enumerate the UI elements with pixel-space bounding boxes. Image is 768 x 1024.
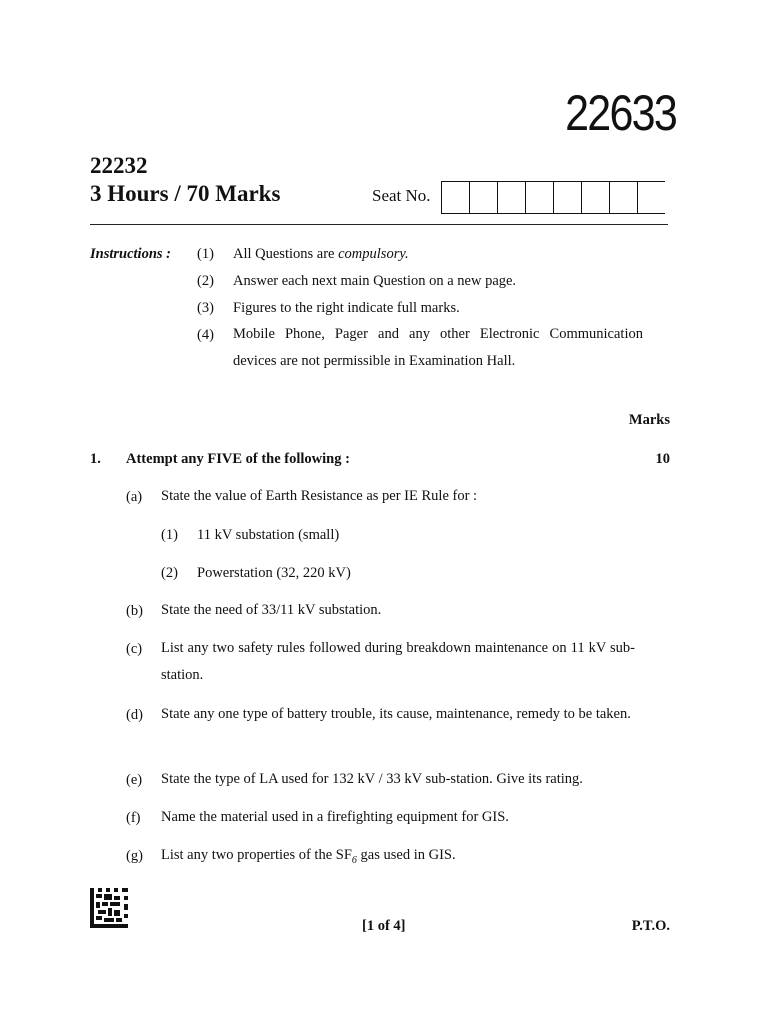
question-paper-code: 22633	[565, 85, 676, 141]
sub-question-letter: (a)	[126, 489, 143, 505]
instruction-text: Answer each next main Question on a new page.	[233, 273, 517, 289]
instruction-number: (1)	[197, 246, 214, 262]
instruction-text: Mobile Phone, Pager and any other Electronic Communication devices are not permissible in Examination Hall.	[233, 326, 643, 369]
sub-item-number: (1)	[161, 527, 178, 543]
sub-item-text: Powerstation (32, 220 kV)	[197, 565, 351, 581]
sub-question-text: Name the material used in a firefighting equipment for GIS.	[161, 809, 509, 825]
instruction-number: (4)	[197, 327, 214, 343]
marks-heading: Marks	[628, 412, 670, 428]
sub-question-letter: (c)	[126, 641, 143, 657]
sub-question-letter: (e)	[126, 772, 143, 788]
sub-item-number: (2)	[161, 565, 178, 581]
sub-question-letter: (d)	[126, 707, 143, 723]
sub-question-text	[161, 842, 635, 874]
instruction-text	[233, 246, 643, 263]
seat-box	[441, 182, 469, 213]
instruction-text: Figures to the right indicate full marks.	[233, 300, 460, 316]
sub-question-text: State the value of Earth Resistance as per IE Rule for :	[161, 488, 478, 504]
instruction-text-plain: All Questions are	[233, 246, 339, 262]
datamatrix-code-icon	[90, 888, 128, 928]
subject-code: 22232	[90, 153, 148, 178]
sub-question-letter: (g)	[126, 848, 143, 864]
instructions-label: Instructions :	[90, 246, 171, 262]
subscript: 6	[351, 854, 357, 866]
instruction-number: (3)	[197, 300, 214, 316]
sub-question-text-part: List any two properties of the SF	[161, 847, 352, 863]
seat-box	[497, 182, 525, 213]
sub-question-letter: (f)	[126, 810, 141, 826]
sub-question-text-part: gas used in GIS.	[356, 847, 456, 863]
header-divider	[90, 224, 668, 225]
sub-question-text: State the type of LA used for 132 kV / 33 kV sub-station. Give its rating.	[161, 771, 583, 787]
duration-marks: 3 Hours / 70 Marks	[90, 181, 281, 206]
seat-box	[609, 182, 637, 213]
seat-box	[469, 182, 497, 213]
question-marks: 10	[655, 451, 670, 467]
please-turn-over: P.T.O.	[631, 918, 670, 934]
seat-box	[553, 182, 581, 213]
seat-box	[581, 182, 609, 213]
seat-box	[525, 182, 553, 213]
question-number: 1.	[90, 451, 101, 467]
sub-question-text: List any two safety rules followed during breakdown maintenance on 11 kV sub-station.	[161, 640, 635, 683]
sub-item-text: 11 kV substation (small)	[197, 527, 340, 543]
instruction-number: (2)	[197, 273, 214, 289]
seat-number-label: Seat No.	[372, 186, 431, 205]
seat-number-boxes	[441, 181, 665, 214]
seat-box	[637, 182, 665, 213]
sub-question-text: State the need of 33/11 kV substation.	[161, 602, 382, 618]
page-indicator: [1 of 4]	[362, 918, 406, 934]
sub-question-text: State any one type of battery trouble, its cause, maintenance, remedy to be taken.	[161, 706, 631, 722]
question-title: Attempt any FIVE of the following :	[126, 451, 350, 467]
sub-question-letter: (b)	[126, 603, 143, 619]
instruction-text-emphasis: compulsory.	[338, 246, 409, 262]
